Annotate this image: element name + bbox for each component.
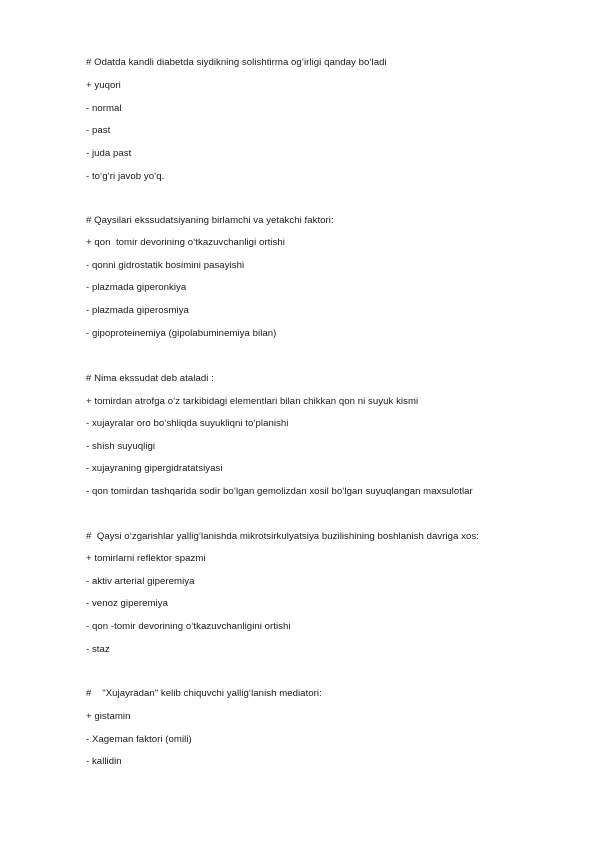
- question-5: # "Xujayradan" kelib chiquvchi yallig‘lanish mediatori:: [86, 688, 322, 699]
- q3-option-4: - xujayraning gipergidratatsiyasi: [86, 463, 223, 474]
- q5-option-1: + gistamin: [86, 711, 131, 722]
- q2-option-4: - plazmada giperosmiya: [86, 305, 189, 316]
- q4-option-2: - aktiv arterial giperemiya: [86, 576, 195, 587]
- q4-option-1: + tomirlarni reflektor spazmi: [86, 553, 206, 564]
- q3-option-1: + tomirdan atrofga o‘z tarkibidagi elementlari bilan chikkan qon ni suyuk kismi: [86, 396, 419, 407]
- q2-option-3: - plazmada giperonkiya: [86, 282, 187, 293]
- q1-option-2: - normal: [86, 103, 122, 114]
- q1-option-5: - to‘g‘ri javob yo‘q.: [86, 171, 165, 182]
- question-2: # Qaysilari ekssudatsiyaning birlamchi va yetakchi faktori:: [86, 215, 334, 226]
- question-1: # Odatda kandli diabetda siydikning solishtirma og‘irligi qanday bo‘ladi: [86, 57, 387, 68]
- q2-option-1: + qon tomir devorining o‘tkazuvchanligi ortishi: [86, 237, 285, 248]
- q4-option-5: - staz: [86, 644, 110, 655]
- q1-option-4: - juda past: [86, 148, 132, 159]
- q2-option-5: - gipoproteinemiya (gipolabuminemiya bilan): [86, 328, 277, 339]
- q1-option-1: + yuqori: [86, 80, 121, 91]
- q3-option-5: - qon tomirdan tashqarida sodir bo‘lgan gemolizdan xosil bo‘lgan suyuqlangan maxsulotlar: [86, 486, 473, 497]
- q5-option-2: - Xageman faktori (omili): [86, 734, 192, 745]
- question-4: # Qaysi o‘zgarishlar yallig‘lanishda mikrotsirkulyatsiya buzilishining boshlanish davriga xos:: [86, 531, 479, 542]
- question-3: # Nima ekssudat deb ataladi :: [86, 373, 214, 384]
- q1-option-3: - past: [86, 125, 111, 136]
- q5-option-3: - kallidin: [86, 756, 122, 767]
- q3-option-2: - xujayralar oro bo‘shliqda suyukliqni to‘planishi: [86, 418, 289, 429]
- q4-option-3: - venoz giperemiya: [86, 598, 168, 609]
- q3-option-3: - shish suyuqligi: [86, 441, 156, 452]
- q4-option-4: - qon -tomir devorining o‘tkazuvchanligini ortishi: [86, 621, 291, 632]
- q2-option-2: - qonni gidrostatik bosimini pasayishi: [86, 260, 245, 271]
